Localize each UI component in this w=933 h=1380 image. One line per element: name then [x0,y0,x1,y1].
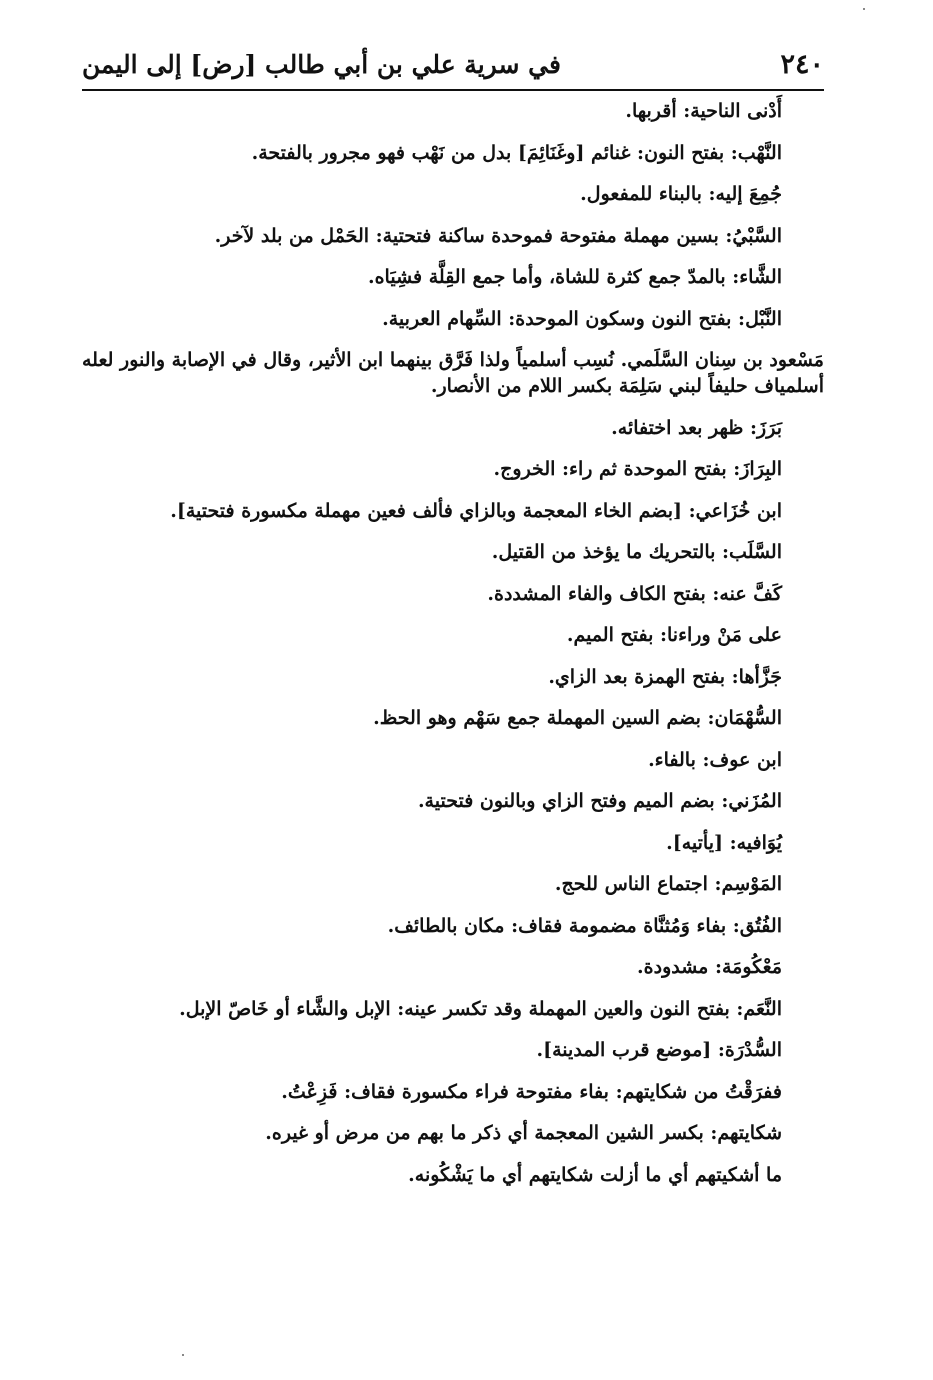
glossary-entry: على مَنْ وراءنا: بفتح الميم. [566,624,782,646]
glossary-entry: النَّعَم: بفتح النون والعين المهملة وقد تكسر عينه: الإبل والشَّاء أو خَاصّ الإبل. [179,997,782,1020]
glossary-entry: الفُتُق: بفاء وَمُثنَّاة مضمومة فقاف: مكان بالطائف. [387,914,782,937]
glossary-entry: المُزَني: بضم الميم وفتح الزاي وبالنون فتحتية. [417,790,782,812]
glossary-entry: ابن خُزَاعي: [بضم الخاء المعجمة وبالزاي فألف فعين مهملة مكسورة فتحتية]. [170,499,782,522]
running-title: في سرية علي بن أبي طالب [رض] إلى اليمن [82,50,561,79]
glossary-entry: السَّلَب: بالتحريك ما يؤخذ من القتيل. [491,541,782,563]
scan-speck [182,1354,184,1356]
glossary-entry: النَّبْل: بفتح النون وسكون الموحدة: السِّهام العربية. [382,307,782,330]
glossary-entry: الشَّاء: بالمدّ جمع كثرة للشاة، وأما جمع القِلَّة فشِيَاه. [367,266,782,288]
glossary-entry: يُوَافيه: [يأتيه]. [666,831,782,854]
glossary-entry: السُّهْمَان: بضم السين المهملة جمع سَهْم وهو الحظ. [373,707,782,729]
glossary-entry: السُّدْرَة: [موضع قرب المدينة]. [536,1039,782,1061]
glossary-entry: ما أشكيتهم أي ما أزلت شكايتهم أي ما يَشْكُونه. [408,1163,782,1186]
glossary-entry: مَعْكُومَة: مشدودة. [637,956,782,978]
glossary-entry: النَّهْب: بفتح النون: غنائم [وغَنَائِمَ] بدل من نَهْب فهو مجرور بالفتحة. [251,141,782,164]
glossary-entry: ففرَقْتُ من شكايتهم: بفاء مفتوحة فراء مكسورة فقاف: فَزِعْتُ. [281,1080,782,1103]
glossary-entry: شكايتهم: بكسر الشين المعجمة أي ذكر ما بهم من مرض أو غيره. [265,1122,782,1144]
page-number: ٢٤٠ [780,49,824,80]
glossary-entry: كَفَّ عنه: بفتح الكاف والفاء المشددة. [487,582,782,605]
glossary-entry: بَرَزَ: ظهر بعد اختفائه. [611,416,782,439]
glossary-entry: جُمِعَ إليه: بالبناء للمفعول. [580,183,782,205]
header-rule [82,89,824,91]
glossary-entry: السَّبْيُ: بسين مهملة مفتوحة فموحدة ساكنة فتحتية: الحَمْل من بلد لآخر. [214,224,782,247]
glossary-entry-multiline: مَسْعود بن سِنان السَّلَمي. نُسِب أسلمياً ولذا فَرَّق بينهما ابن الأثير، وقال في الإصابة والنور لعله أسلمياف حليفاً لبني سَلِمَة بكسر اللام من الأنصار. [82,349,824,397]
glossary-entry: أَدْنى الناحية: أقربها. [625,100,782,122]
glossary-entry: ابن عوف: بالفاء. [648,748,782,771]
scan-speck [863,8,865,10]
glossary-entry: جَزَّأها: بفتح الهمزة بعد الزاي. [548,665,782,688]
glossary-entry: المَوْسِم: اجتماع الناس للحج. [554,873,782,895]
page-header [82,44,824,86]
glossary-entry: البِرَازَ: بفتح الموحدة ثم راء: الخروج. [493,458,782,480]
glossary-body [82,98,824,1203]
